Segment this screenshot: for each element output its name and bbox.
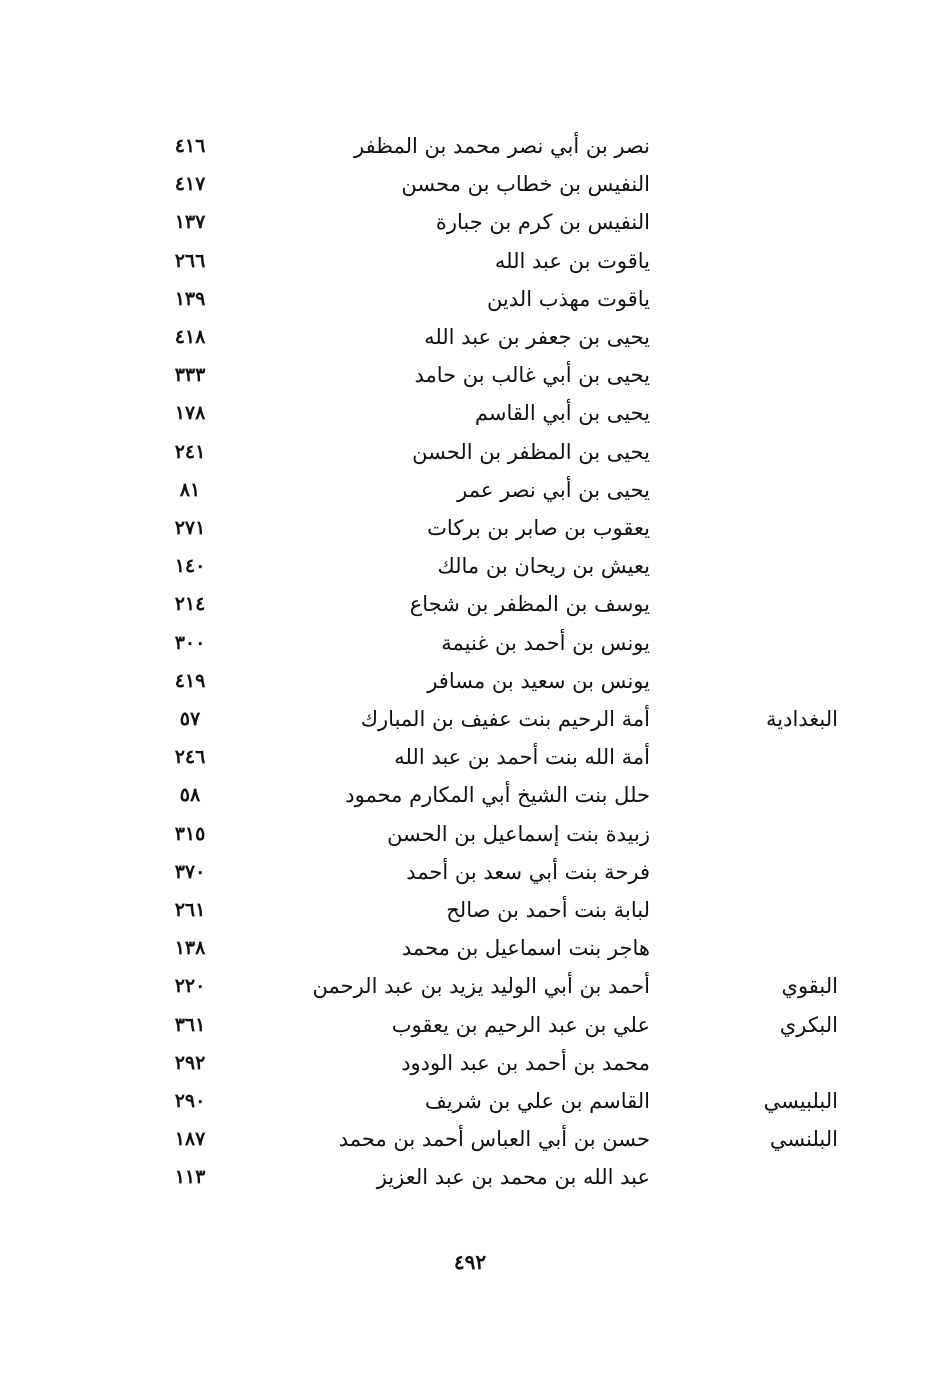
index-entry bbox=[0, 433, 940, 471]
index-entry bbox=[0, 356, 940, 394]
index-entry bbox=[0, 471, 940, 509]
entry-name: القاسم بن علي بن شريف bbox=[425, 1089, 650, 1113]
entry-name: هاجر بنت اسماعيل بن محمد bbox=[401, 936, 650, 961]
index-entry bbox=[0, 853, 940, 891]
entry-name: يحيى بن جعفر بن عبد الله bbox=[424, 325, 650, 349]
index-entry bbox=[0, 242, 940, 280]
entry-name: يحيى بن أبي القاسم bbox=[474, 401, 650, 426]
page-number: ٤٩٢ bbox=[453, 1250, 487, 1274]
entry-page-number: ٣١٥ bbox=[174, 822, 206, 845]
entry-page-number: ١٣٩ bbox=[174, 287, 206, 310]
entry-page-number: ٣٣٣ bbox=[174, 364, 206, 387]
entry-name: لبابة بنت أحمد بن صالح bbox=[446, 898, 650, 922]
entry-category: البكري bbox=[779, 1012, 838, 1037]
entry-page-number: ٢٤٦ bbox=[174, 746, 206, 769]
index-entry bbox=[0, 509, 940, 547]
entry-page-number: ٢٦١ bbox=[174, 899, 206, 921]
entry-page-number: ١٤٠ bbox=[174, 555, 206, 578]
entry-page-number: ١٨٧ bbox=[174, 1128, 206, 1151]
entry-name: ياقوت مهذب الدين bbox=[486, 286, 650, 311]
entry-name: أحمد بن أبي الوليد يزيد بن عبد الرحمن bbox=[312, 974, 650, 999]
index-entry bbox=[0, 624, 940, 662]
entry-category: البلنسي bbox=[769, 1127, 838, 1152]
entry-page-number: ٢٦٦ bbox=[174, 249, 206, 272]
index-entry bbox=[0, 1044, 940, 1082]
entry-page-number: ٣٧٠ bbox=[174, 860, 206, 883]
entry-name: حلل بنت الشيخ أبي المكارم محمود bbox=[345, 783, 650, 808]
entry-page-number: ٨١ bbox=[179, 478, 201, 501]
entry-page-number: ٣٠٠ bbox=[174, 631, 206, 654]
entry-page-number: ٢١٤ bbox=[174, 593, 206, 616]
entry-name: يونس بن أحمد بن غنيمة bbox=[441, 630, 650, 655]
entry-name: يونس بن سعيد بن مسافر bbox=[427, 668, 650, 693]
index-entry bbox=[0, 967, 940, 1005]
entry-name: نصر بن أبي نصر محمد بن المظفر bbox=[354, 134, 650, 158]
index-entry bbox=[0, 165, 940, 203]
entry-category: البغدادية bbox=[765, 707, 838, 731]
entry-page-number: ٢٤١ bbox=[174, 440, 206, 463]
entry-name: يعقوب بن صابر بن بركات bbox=[427, 516, 650, 540]
index-entry bbox=[0, 1158, 940, 1196]
index-entry bbox=[0, 1082, 940, 1120]
index-entry bbox=[0, 1120, 940, 1158]
entry-page-number: ١٧٨ bbox=[174, 402, 206, 425]
entry-name: يحيى بن أبي غالب بن حامد bbox=[414, 363, 650, 388]
index-entry bbox=[0, 280, 940, 318]
entry-name: عبد الله بن محمد بن عبد العزيز bbox=[376, 1165, 650, 1190]
entry-name: ياقوت بن عبد الله bbox=[494, 248, 650, 273]
entry-page-number: ٤١٧ bbox=[174, 173, 206, 196]
entry-page-number: ٢٩٢ bbox=[174, 1051, 206, 1074]
entry-page-number: ٥٨ bbox=[179, 784, 201, 807]
index-entry bbox=[0, 1006, 940, 1044]
entry-category: البقوي bbox=[781, 974, 838, 999]
index-entry bbox=[0, 738, 940, 776]
entry-name: أمة الله بنت أحمد بن عبد الله bbox=[394, 745, 650, 770]
entry-page-number: ٣٦١ bbox=[174, 1013, 206, 1036]
index-entry bbox=[0, 929, 940, 967]
entry-page-number: ٥٧ bbox=[179, 708, 201, 730]
entry-name: يعيش بن ريحان بن مالك bbox=[437, 554, 650, 579]
entry-page-number: ١٣٨ bbox=[174, 937, 206, 960]
entry-page-number: ٢٩٠ bbox=[174, 1090, 206, 1112]
entry-page-number: ٢٧١ bbox=[174, 517, 206, 539]
index-entry bbox=[0, 127, 940, 165]
entry-page-number: ٤١٨ bbox=[174, 326, 206, 348]
entry-page-number: ٤١٩ bbox=[174, 669, 206, 692]
index-entry bbox=[0, 547, 940, 585]
index-entry bbox=[0, 815, 940, 853]
entry-category: البلبيسي bbox=[763, 1089, 838, 1113]
index-entry bbox=[0, 662, 940, 700]
entry-page-number: ٢٢٠ bbox=[174, 975, 206, 998]
entry-name: يحيى بن أبي نصر عمر bbox=[457, 477, 650, 502]
entry-name: النفيس بن خطاب بن محسن bbox=[401, 172, 650, 197]
entry-name: علي بن عبد الرحيم بن يعقوب bbox=[391, 1012, 650, 1037]
entry-name: النفيس بن كرم بن جبارة bbox=[435, 210, 650, 235]
entry-page-number: ١٣٧ bbox=[174, 211, 206, 234]
index-entry bbox=[0, 203, 940, 241]
entry-name: يوسف بن المظفر بن شجاع bbox=[409, 592, 650, 617]
entry-page-number: ٤١٦ bbox=[174, 135, 206, 157]
index-entry bbox=[0, 776, 940, 814]
index-entry bbox=[0, 394, 940, 432]
entry-name: محمد بن أحمد بن عبد الودود bbox=[401, 1050, 650, 1075]
index-entry bbox=[0, 585, 940, 623]
entry-name: يحيى بن المظفر بن الحسن bbox=[412, 439, 650, 464]
entry-name: زبيدة بنت إسماعيل بن الحسن bbox=[387, 821, 650, 846]
entry-name: حسن بن أبي العباس أحمد بن محمد bbox=[338, 1127, 650, 1152]
index-entry bbox=[0, 700, 940, 738]
entry-page-number: ١١٣ bbox=[174, 1166, 206, 1189]
index-entry bbox=[0, 891, 940, 929]
entry-name: أمة الرحيم بنت عفيف بن المبارك bbox=[360, 707, 650, 731]
entry-name: فرحة بنت أبي سعد بن أحمد bbox=[406, 859, 650, 884]
index-entry bbox=[0, 318, 940, 356]
